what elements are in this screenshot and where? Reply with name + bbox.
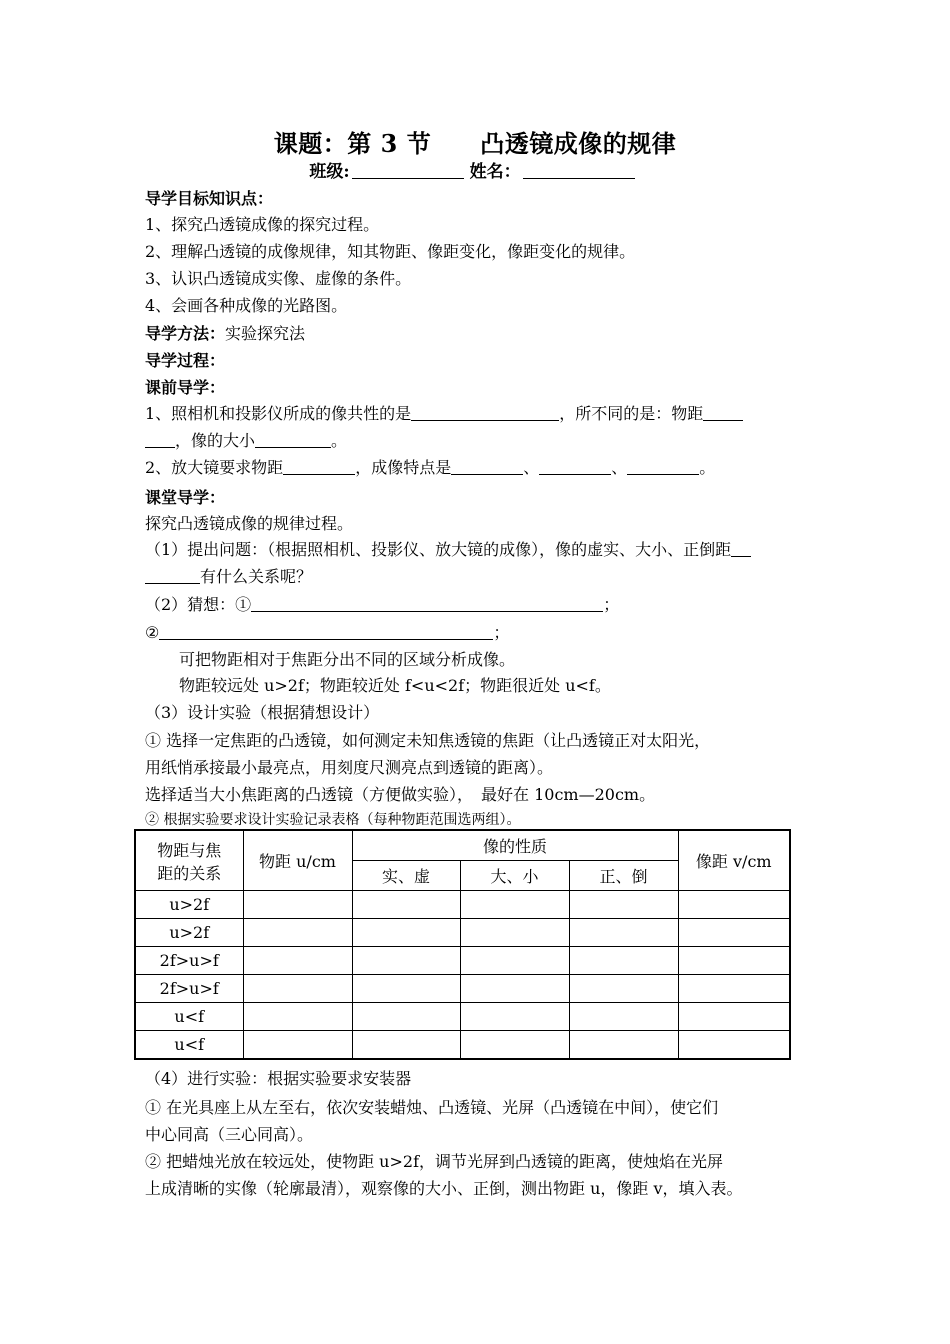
answer-blank[interactable] [145,569,200,584]
header-size: 大、小 [460,861,569,891]
answer-blank[interactable] [731,542,751,557]
method-value: 实验探究法 [225,324,306,343]
empty-cell[interactable] [243,975,352,1003]
pre-question-1: 1、照相机和投影仪所成的像共性的是 ，所不同的是：物距 [145,401,815,424]
empty-cell[interactable] [460,975,569,1003]
empty-cell[interactable] [352,891,460,919]
answer-blank[interactable] [145,433,175,448]
answer-blank[interactable] [627,460,699,475]
step-3-2: ② 根据实验要求设计实验记录表格（每种物距范围选两组）。 [145,812,521,828]
header-object-distance: 物距 u/cm [243,830,352,891]
empty-cell[interactable] [569,1031,678,1060]
step-1: （1）提出问题：（根据照相机、投影仪、放大镜的成像），像的虚实、大小、正倒距 [145,537,815,560]
empty-cell[interactable] [569,919,678,947]
goal-item: 4、会画各种成像的光路图。 [145,296,348,315]
relation-cell: u>2f [135,919,243,947]
step-2-guess-2: ② ； [145,623,510,642]
empty-cell[interactable] [243,1031,352,1060]
answer-blank[interactable] [539,460,611,475]
step-3: （3）设计实验（根据猜想设计） [145,703,380,722]
step-1-cont: 有什么关系呢？ [145,564,815,587]
relation-cell: 2f>u>f [135,947,243,975]
goal-item: 3、认识凸透镜成实像、虚像的条件。 [145,269,412,288]
guess-2-blank[interactable] [159,625,493,640]
header-orientation: 正、倒 [569,861,678,891]
relation-cell: 2f>u>f [135,975,243,1003]
step-4-2-cont: 上成清晰的实像（轮廓最清），观察像的大小、正倒，测出物距 u，像距 v，填入表。 [145,1179,743,1198]
empty-cell[interactable] [569,891,678,919]
empty-cell[interactable] [243,1003,352,1031]
empty-cell[interactable] [460,891,569,919]
answer-blank[interactable] [283,460,355,475]
method-label: 导学方法： [145,324,226,343]
student-info-line [0,157,950,182]
empty-cell[interactable] [678,975,790,1003]
relation-cell: u>2f [135,891,243,919]
header-image-distance: 像距 v/cm [678,830,790,891]
empty-cell[interactable] [352,919,460,947]
empty-cell[interactable] [460,1003,569,1031]
table-row [135,1003,790,1031]
empty-cell[interactable] [352,1031,460,1060]
relation-cell: u<f [135,1003,243,1031]
note-line: 物距较远处 u>2f；物距较近处 f<u<2f；物距很近处 u<f。 [179,676,611,695]
empty-cell[interactable] [352,975,460,1003]
step-3-1-cont: 用纸悄承接最小最亮点，用刻度尺测亮点到透镜的距离）。 [145,758,554,777]
empty-cell[interactable] [460,947,569,975]
answer-blank[interactable] [255,433,331,448]
guess-1-blank[interactable] [251,597,603,612]
step-4-2: ② 把蜡烛光放在较远处，使物距 u>2f，调节光屏到凸透镜的距离，使烛焰在光屏 [145,1152,723,1171]
header-real-virtual: 实、虚 [352,861,460,891]
empty-cell[interactable] [243,919,352,947]
step-3-1: ① 选择一定焦距的凸透镜，如何测定未知焦透镜的焦距（让凸透镜正对太阳光， [145,731,711,750]
process-heading: 导学过程： [145,351,226,370]
goal-item: 1、探究凸透镜成像的探究过程。 [145,215,380,234]
empty-cell[interactable] [569,1003,678,1031]
note-line: 可把物距相对于焦距分出不同的区域分析成像。 [179,650,516,669]
table-row [135,891,790,919]
step-3-1-range: 选择适当大小焦距离的凸透镜（方便做实验）， 最好在 10cm—20cm。 [145,785,656,804]
empty-cell[interactable] [243,947,352,975]
step-4-1-cont: 中心同高（三心同高）。 [145,1125,314,1144]
goals-heading: 导学目标知识点： [145,189,274,208]
answer-blank[interactable] [451,460,523,475]
empty-cell[interactable] [352,1003,460,1031]
empty-cell[interactable] [569,975,678,1003]
table-row [135,1031,790,1060]
class-blank[interactable] [352,164,464,179]
pre-heading: 课前导学： [145,378,226,397]
empty-cell[interactable] [460,1031,569,1060]
empty-cell[interactable] [678,891,790,919]
relation-cell: u<f [135,1031,243,1060]
table-row [135,975,790,1003]
empty-cell[interactable] [569,947,678,975]
step-2: （2）猜想：① ； [145,595,620,614]
empty-cell[interactable] [678,919,790,947]
step-4-1: ① 在光具座上从左至右，依次安装蜡烛、凸透镜、光屏（凸透镜在中间），使它们 [145,1098,719,1117]
pre-question-1-cont: ，像的大小 。 [145,428,815,451]
header-relation: 物距与焦 距的关系 [135,830,243,891]
empty-cell[interactable] [678,1003,790,1031]
answer-blank[interactable] [411,406,559,421]
step-4: （4）进行实验：根据实验要求安装器 [145,1069,412,1088]
answer-blank[interactable] [703,406,743,421]
empty-cell[interactable] [678,947,790,975]
pre-question-2: 2、放大镜要求物距 ，成像特点是 、 、 。 [145,458,716,477]
class-heading: 课堂导学： [145,488,226,507]
empty-cell[interactable] [460,919,569,947]
class-intro: 探究凸透镜成像的规律过程。 [145,514,354,533]
page-title: 课题：第 3 节 凸透镜成像的规律 [273,129,677,158]
empty-cell[interactable] [678,1031,790,1060]
class-label: 班级: [309,162,350,182]
record-table [134,829,791,1060]
name-blank[interactable] [523,164,635,179]
goal-item: 2、理解凸透镜的成像规律，知其物距、像距变化，像距变化的规律。 [145,242,636,261]
table-row [135,919,790,947]
empty-cell[interactable] [243,891,352,919]
name-label: 姓名： [469,162,521,182]
header-image-nature: 像的性质 [352,830,678,861]
table-row [135,947,790,975]
empty-cell[interactable] [352,947,460,975]
method-line [145,321,815,344]
